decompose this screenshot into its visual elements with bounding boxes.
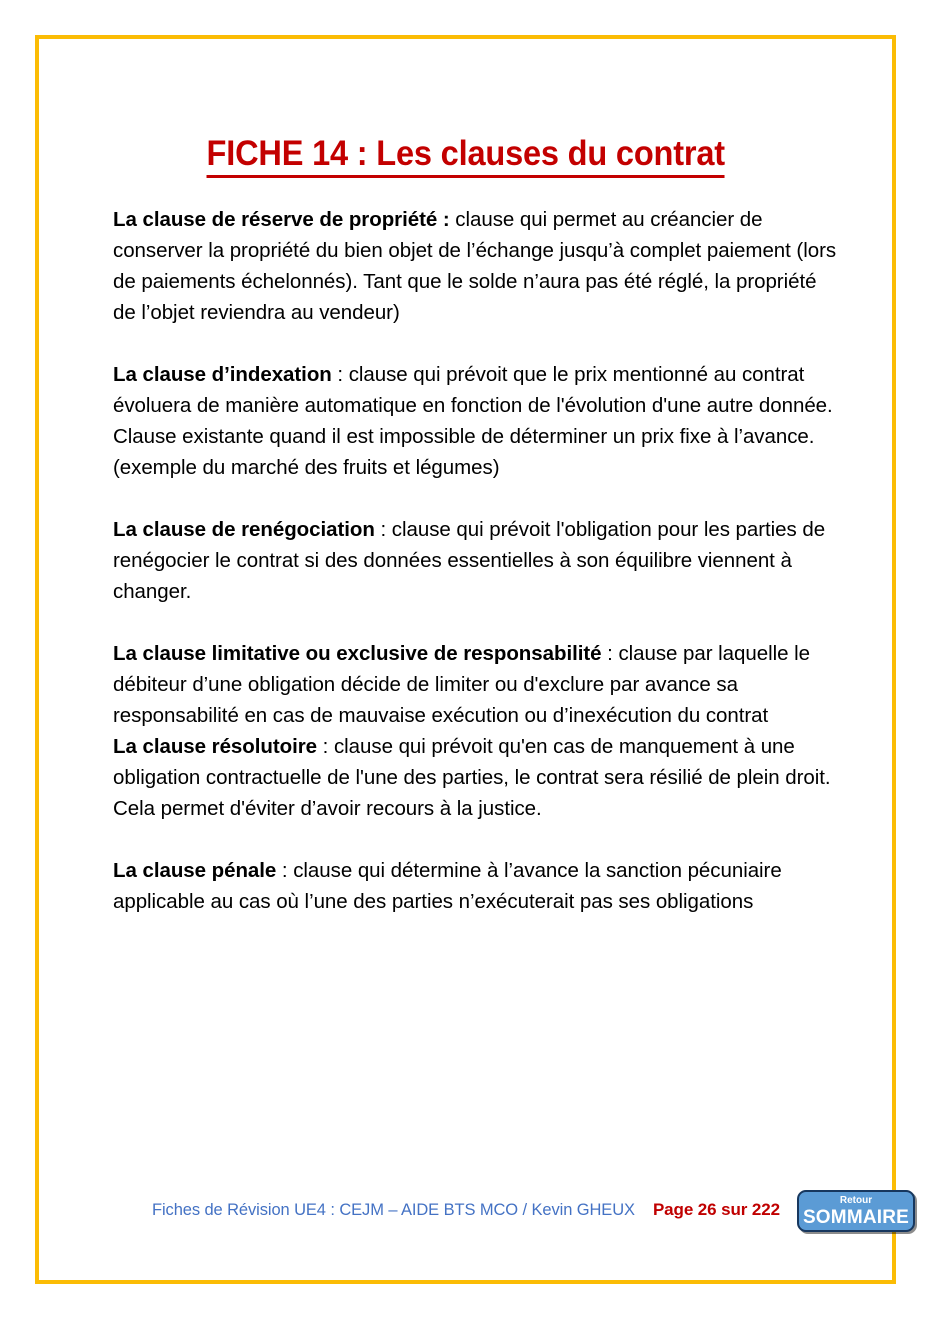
footer-credit: Fiches de Révision UE4 : CEJM – AIDE BTS MCO / Kevin GHEUX	[152, 1200, 635, 1219]
clause-block-limitative-ou-exclusive-de-responsabilite	[113, 638, 839, 731]
clause-definition: clause qui permet au créancier de conserver la propriété du bien objet de l’échange jusqu’à complet paiement (lors de paiements échelonnés). Tant que le solde n’aura pas été réglé, la propriété de l’objet reviendra au vendeur)	[113, 208, 837, 324]
clause-term: La clause limitative ou exclusive de responsabilité	[113, 642, 602, 665]
return-to-summary-button[interactable]	[797, 1190, 915, 1232]
return-to-summary-button-label: SOMMAIRE	[802, 1206, 910, 1228]
footer-text-line	[152, 1200, 780, 1220]
clause-block-renegociation	[113, 514, 839, 607]
clause-definition: : clause qui prévoit l'obligation pour les parties de renégocier le contrat si des données essentielles à son équilibre viennent à changer.	[113, 518, 826, 603]
return-to-summary-button-small-label: Retour	[839, 1194, 873, 1206]
page-footer	[39, 1192, 910, 1242]
page-title	[39, 136, 892, 178]
clause-definition: : clause qui prévoit qu'en cas de manquement à une obligation contractuelle de l'une des parties, le contrat sera résilié de plein droit. Cela permet d'éviter d’avoir recours à la justice.	[113, 735, 831, 820]
clause-term: La clause pénale	[113, 859, 277, 882]
clause-term: La clause résolutoire	[113, 735, 318, 758]
clause-block-resolutoire	[113, 731, 839, 824]
clause-term: La clause de réserve de propriété :	[113, 208, 450, 231]
clause-term: La clause d’indexation	[113, 363, 332, 386]
page-border-frame	[35, 35, 910, 1284]
clause-definition: : clause qui détermine à l’avance la sanction pécuniaire applicable au cas où l’une des parties n’exécuterait pas ses obligations	[113, 859, 782, 913]
clause-block-indexation	[113, 359, 839, 483]
page-title-text: FICHE 14 : Les clauses du contrat	[206, 136, 724, 178]
clause-block-reserve-de-propriete	[113, 204, 839, 328]
clause-definition: : clause qui prévoit que le prix mentionné au contrat évoluera de manière automatique en fonction de l'évolution d'une autre donnée. Clause existante quand il est impossible de déterminer un prix fixe à l’avance. (exemple du marché des fruits et légumes)	[113, 363, 833, 479]
clause-definition: : clause par laquelle le débiteur d’une obligation décide de limiter ou d'exclure par avance sa responsabilité en cas de mauvaise exécution ou d’inexécution du contrat	[113, 642, 810, 727]
document-body	[113, 204, 839, 948]
page-number-label: Page 26 sur 222	[652, 1200, 780, 1219]
clause-term: La clause de renégociation	[113, 518, 375, 541]
clause-block-penale	[113, 855, 839, 917]
